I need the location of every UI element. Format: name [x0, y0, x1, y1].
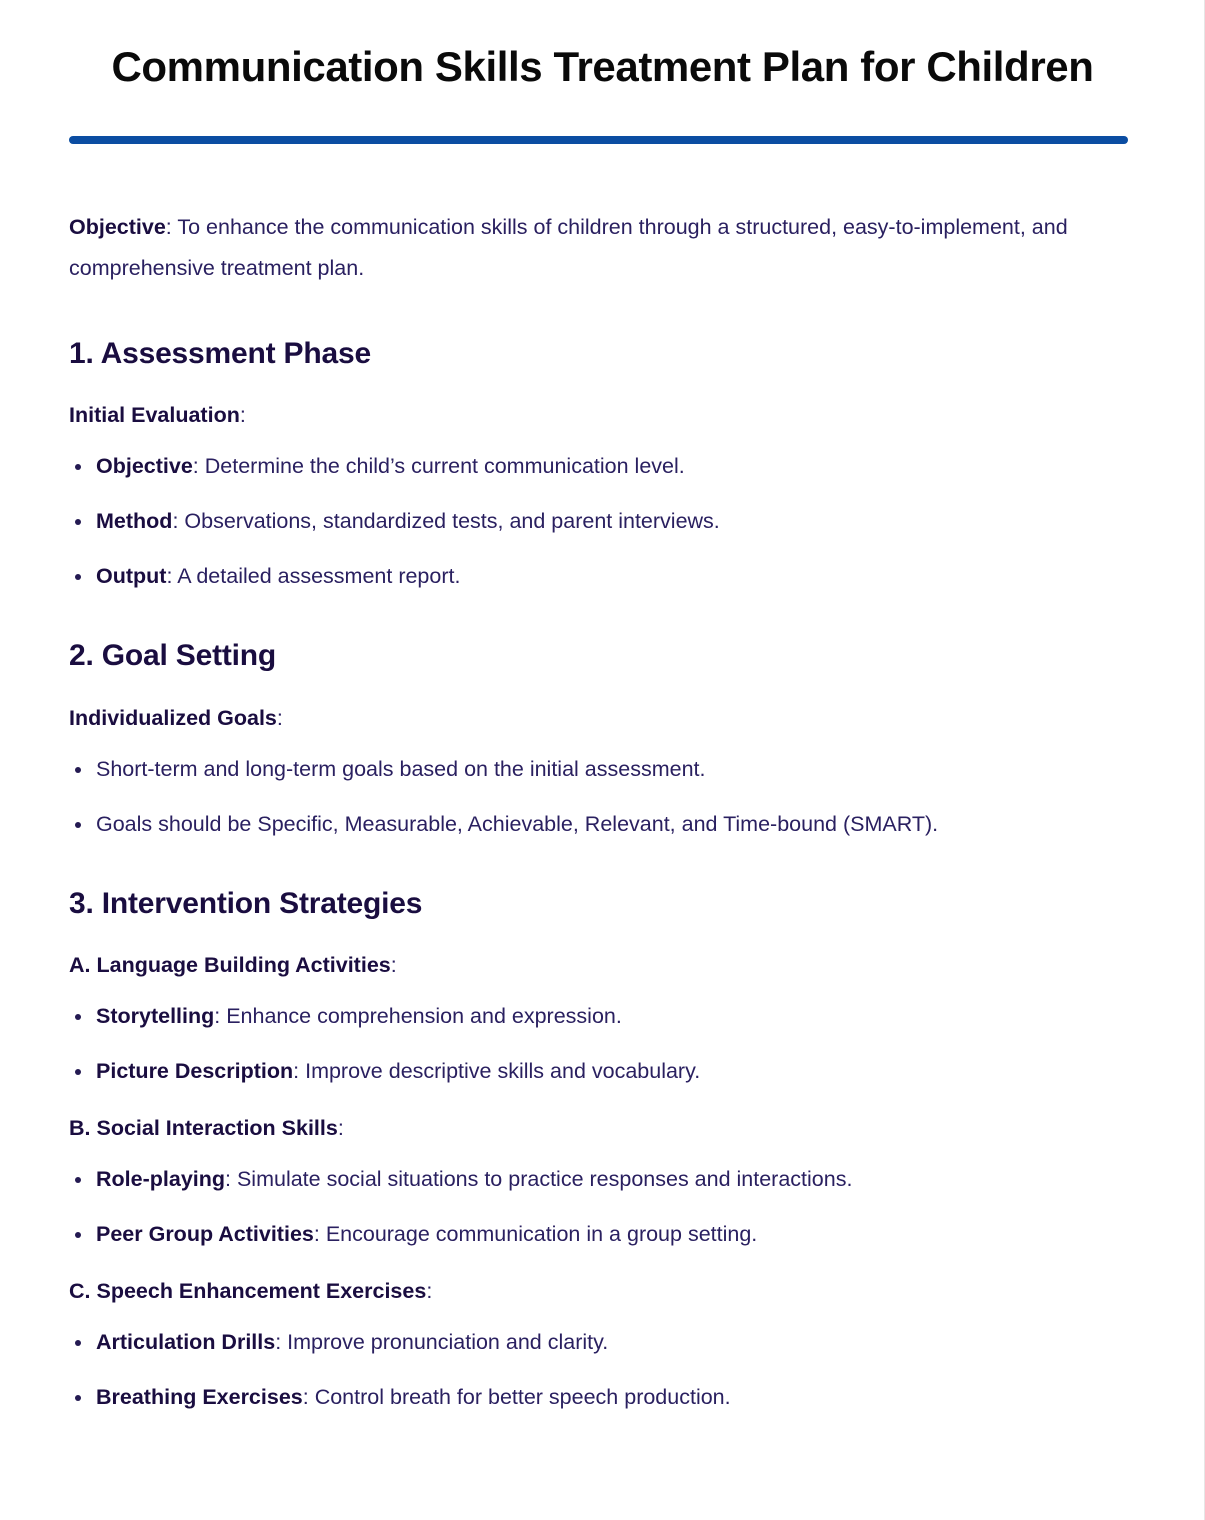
list-item-lead: Peer Group Activities	[96, 1222, 314, 1247]
list-item-separator: :	[225, 1167, 237, 1192]
list-item-separator: :	[293, 1059, 306, 1084]
list-item	[69, 562, 1136, 591]
list-item-separator: :	[214, 1004, 227, 1029]
list-item-lead: Articulation Drills	[96, 1330, 276, 1355]
list-item-text: A detailed assessment report.	[177, 564, 461, 589]
objective-paragraph	[69, 144, 1136, 290]
list-item-lead: Objective	[96, 454, 193, 479]
list-item-text: Goals should be Specific, Measurable, Achievable, Relevant, and Time-bound (SMART).	[96, 811, 939, 836]
list-item	[69, 1220, 1136, 1249]
list-item-lead: Storytelling	[96, 1004, 215, 1029]
list-item-separator: :	[166, 564, 178, 589]
list-item-text: Simulate social situations to practice responses and interactions.	[236, 1167, 853, 1192]
subheading-colon: :	[426, 1279, 433, 1304]
subheading-label: Initial Evaluation	[69, 403, 240, 428]
list-item-text: Encourage communication in a group setting.	[325, 1222, 758, 1247]
list-item	[69, 755, 1136, 784]
list-item	[69, 1383, 1136, 1412]
list-item	[69, 452, 1136, 481]
page-title: Communication Skills Treatment Plan for Children	[111, 43, 1094, 90]
list-item-separator: :	[192, 454, 205, 479]
bullet-list-speech-enhancement	[69, 1306, 1136, 1412]
subheading-individualized-goals	[69, 676, 1136, 733]
list-item-lead: Method	[96, 509, 173, 534]
list-item	[69, 1165, 1136, 1194]
list-item-text: Improve pronunciation and clarity.	[287, 1330, 609, 1355]
subheading-social-interaction-skills	[69, 1086, 1136, 1143]
list-item	[69, 1057, 1136, 1086]
objective-label: Objective	[69, 214, 166, 239]
section-heading-intervention-strategies: 3. Intervention Strategies	[69, 886, 423, 920]
list-item-separator: :	[275, 1330, 288, 1355]
list-item-lead: Output	[96, 564, 167, 589]
subheading-colon: :	[276, 705, 283, 730]
bullet-list-social-interaction	[69, 1143, 1136, 1249]
list-item-text: Control breath for better speech production.	[314, 1385, 731, 1410]
bullet-list-assessment	[69, 430, 1136, 591]
list-item-text: Short-term and long-term goals based on the initial assessment.	[96, 756, 706, 781]
objective-text: To enhance the communication skills of children through a structured, easy-to-implement, and comprehensive treatment plan.	[69, 214, 1068, 280]
list-item-text: Enhance comprehension and expression.	[226, 1004, 622, 1029]
subheading-label: A. Language Building Activities	[69, 953, 391, 978]
list-item	[69, 507, 1136, 536]
list-item-text: Improve descriptive skills and vocabulary.	[305, 1059, 701, 1084]
list-item-separator: :	[302, 1385, 315, 1410]
list-item-separator: :	[313, 1222, 326, 1247]
list-item-lead: Picture Description	[96, 1059, 294, 1084]
bottom-spacer	[69, 1412, 1136, 1422]
list-item-text: Observations, standardized tests, and parent interviews.	[184, 509, 720, 534]
subheading-speech-enhancement-exercises	[69, 1249, 1136, 1306]
list-item	[69, 1328, 1136, 1357]
bullet-list-language-building	[69, 980, 1136, 1086]
section-heading-assessment-phase: 1. Assessment Phase	[69, 337, 371, 371]
section-heading-goal-setting: 2. Goal Setting	[69, 639, 277, 673]
list-item	[69, 810, 1136, 839]
subheading-colon: :	[390, 953, 397, 978]
list-item-separator: :	[172, 509, 185, 534]
list-item	[69, 1002, 1136, 1031]
bullet-list-goal-setting	[69, 733, 1136, 839]
objective-separator: :	[165, 214, 178, 239]
list-item-lead: Role-playing	[96, 1167, 226, 1192]
subheading-language-building-activities	[69, 923, 1136, 980]
list-item-text: Determine the child’s current communication level.	[204, 454, 685, 479]
title-divider	[69, 136, 1128, 144]
subheading-label: Individualized Goals	[69, 705, 277, 730]
subheading-colon: :	[239, 403, 246, 428]
list-item-lead: Breathing Exercises	[96, 1385, 303, 1410]
subheading-label: B. Social Interaction Skills	[69, 1116, 338, 1141]
subheading-label: C. Speech Enhancement Exercises	[69, 1279, 427, 1304]
subheading-colon: :	[337, 1116, 344, 1141]
subheading-initial-evaluation	[69, 373, 1136, 430]
